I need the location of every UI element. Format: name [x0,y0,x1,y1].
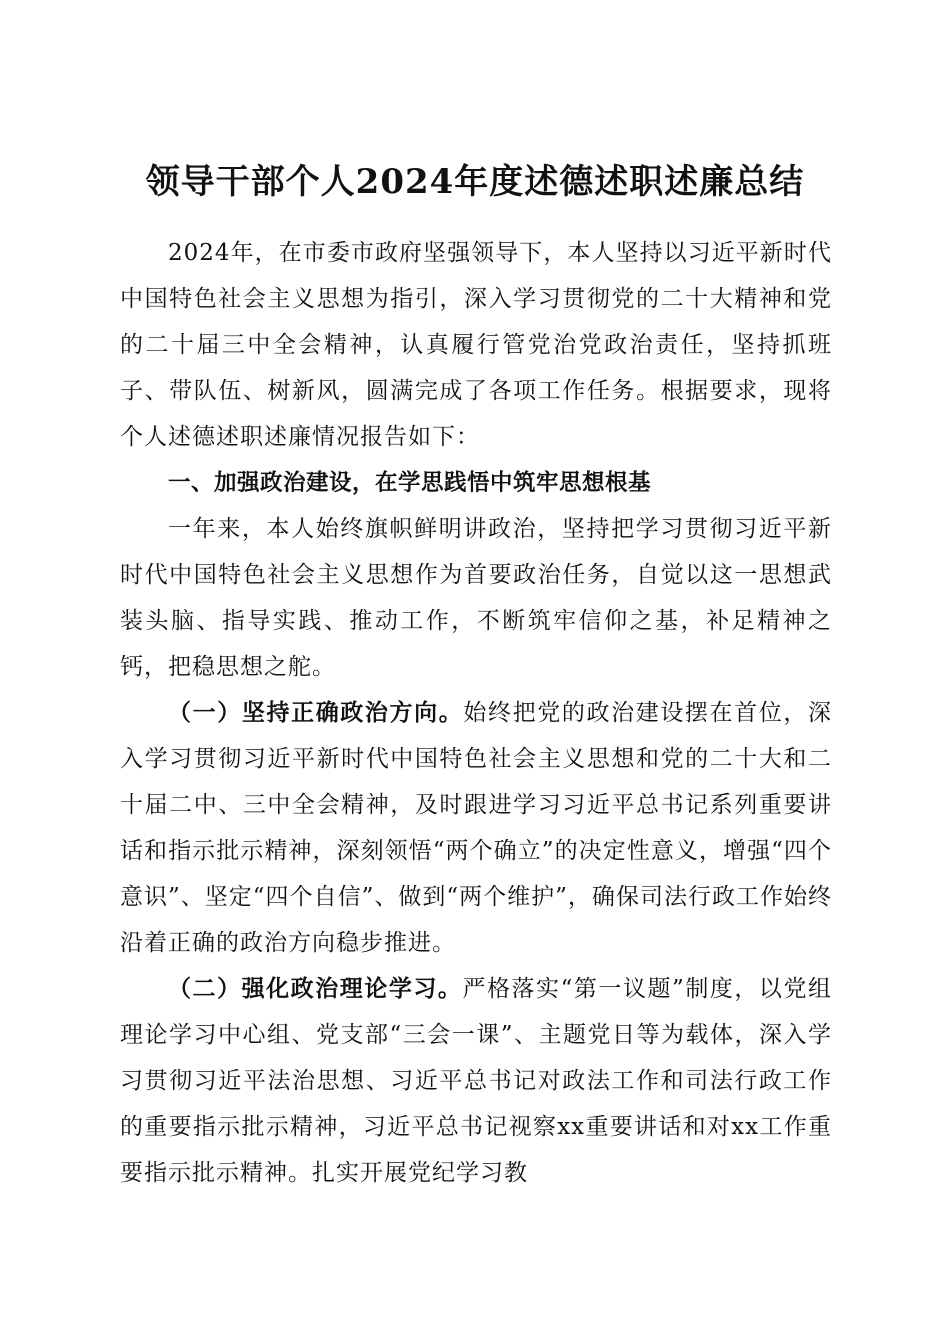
section-1-heading: 一、加强政治建设，在学思践悟中筑牢思想根基 [168,470,652,496]
intro-paragraph: 2024年，在市委市政府坚强领导下，本人坚持以习近平新时代中国特色社会主义思想为指引，深入学习贯彻党的二十大精神和党的二十届三中全会精神，认真履行管党治党政治责任，坚持抓班子、带队伍、树新风，圆满完成了各项工作任务。根据要求，现将个人述德述职述廉情况报告如下： [120,240,832,450]
document-title: 领导干部个人2024年度述德述职述廉总结 [145,161,805,202]
item-1-text: 始终把党的政治建设摆在首位，深入学习贯彻习近平新时代中国特色社会主义思想和党的二十大和二十届二中、三中全会精神，及时跟进学习习近平总书记系列重要讲话和指示批示精神，深刻领悟“两个确立”的决定性意义，增强“四个意识”、坚定“四个自信”、做到“两个维护”，确保司法行政工作始终沿着正确的政治方向稳步推进。 [120,700,833,956]
item-2-text: 严格落实“第一议题”制度，以党组理论学习中心组、党支部“三会一课”、主题党日等为载体，深入学习贯彻习近平法治思想、习近平总书记对政法工作和司法行政工作的重要指示批示精神，习近平总书记视察xx重要讲话和对xx工作重要指示批示精神。扎实开展党纪学习教 [120,976,832,1186]
section-1-item-1 [120,690,832,966]
document-body [120,230,832,1196]
section-1-paragraph: 一年来，本人始终旗帜鲜明讲政治，坚持把学习贯彻习近平新时代中国特色社会主义思想作为首要政治任务，自觉以这一思想武装头脑、指导实践、推动工作，不断筑牢信仰之基，补足精神之钙，把稳思想之舵。 [120,516,832,680]
item-1-lead: （一）坚持正确政治方向。 [168,700,464,726]
section-1-item-2 [120,966,832,1196]
item-2-lead: （二）强化政治理论学习。 [168,976,463,1002]
